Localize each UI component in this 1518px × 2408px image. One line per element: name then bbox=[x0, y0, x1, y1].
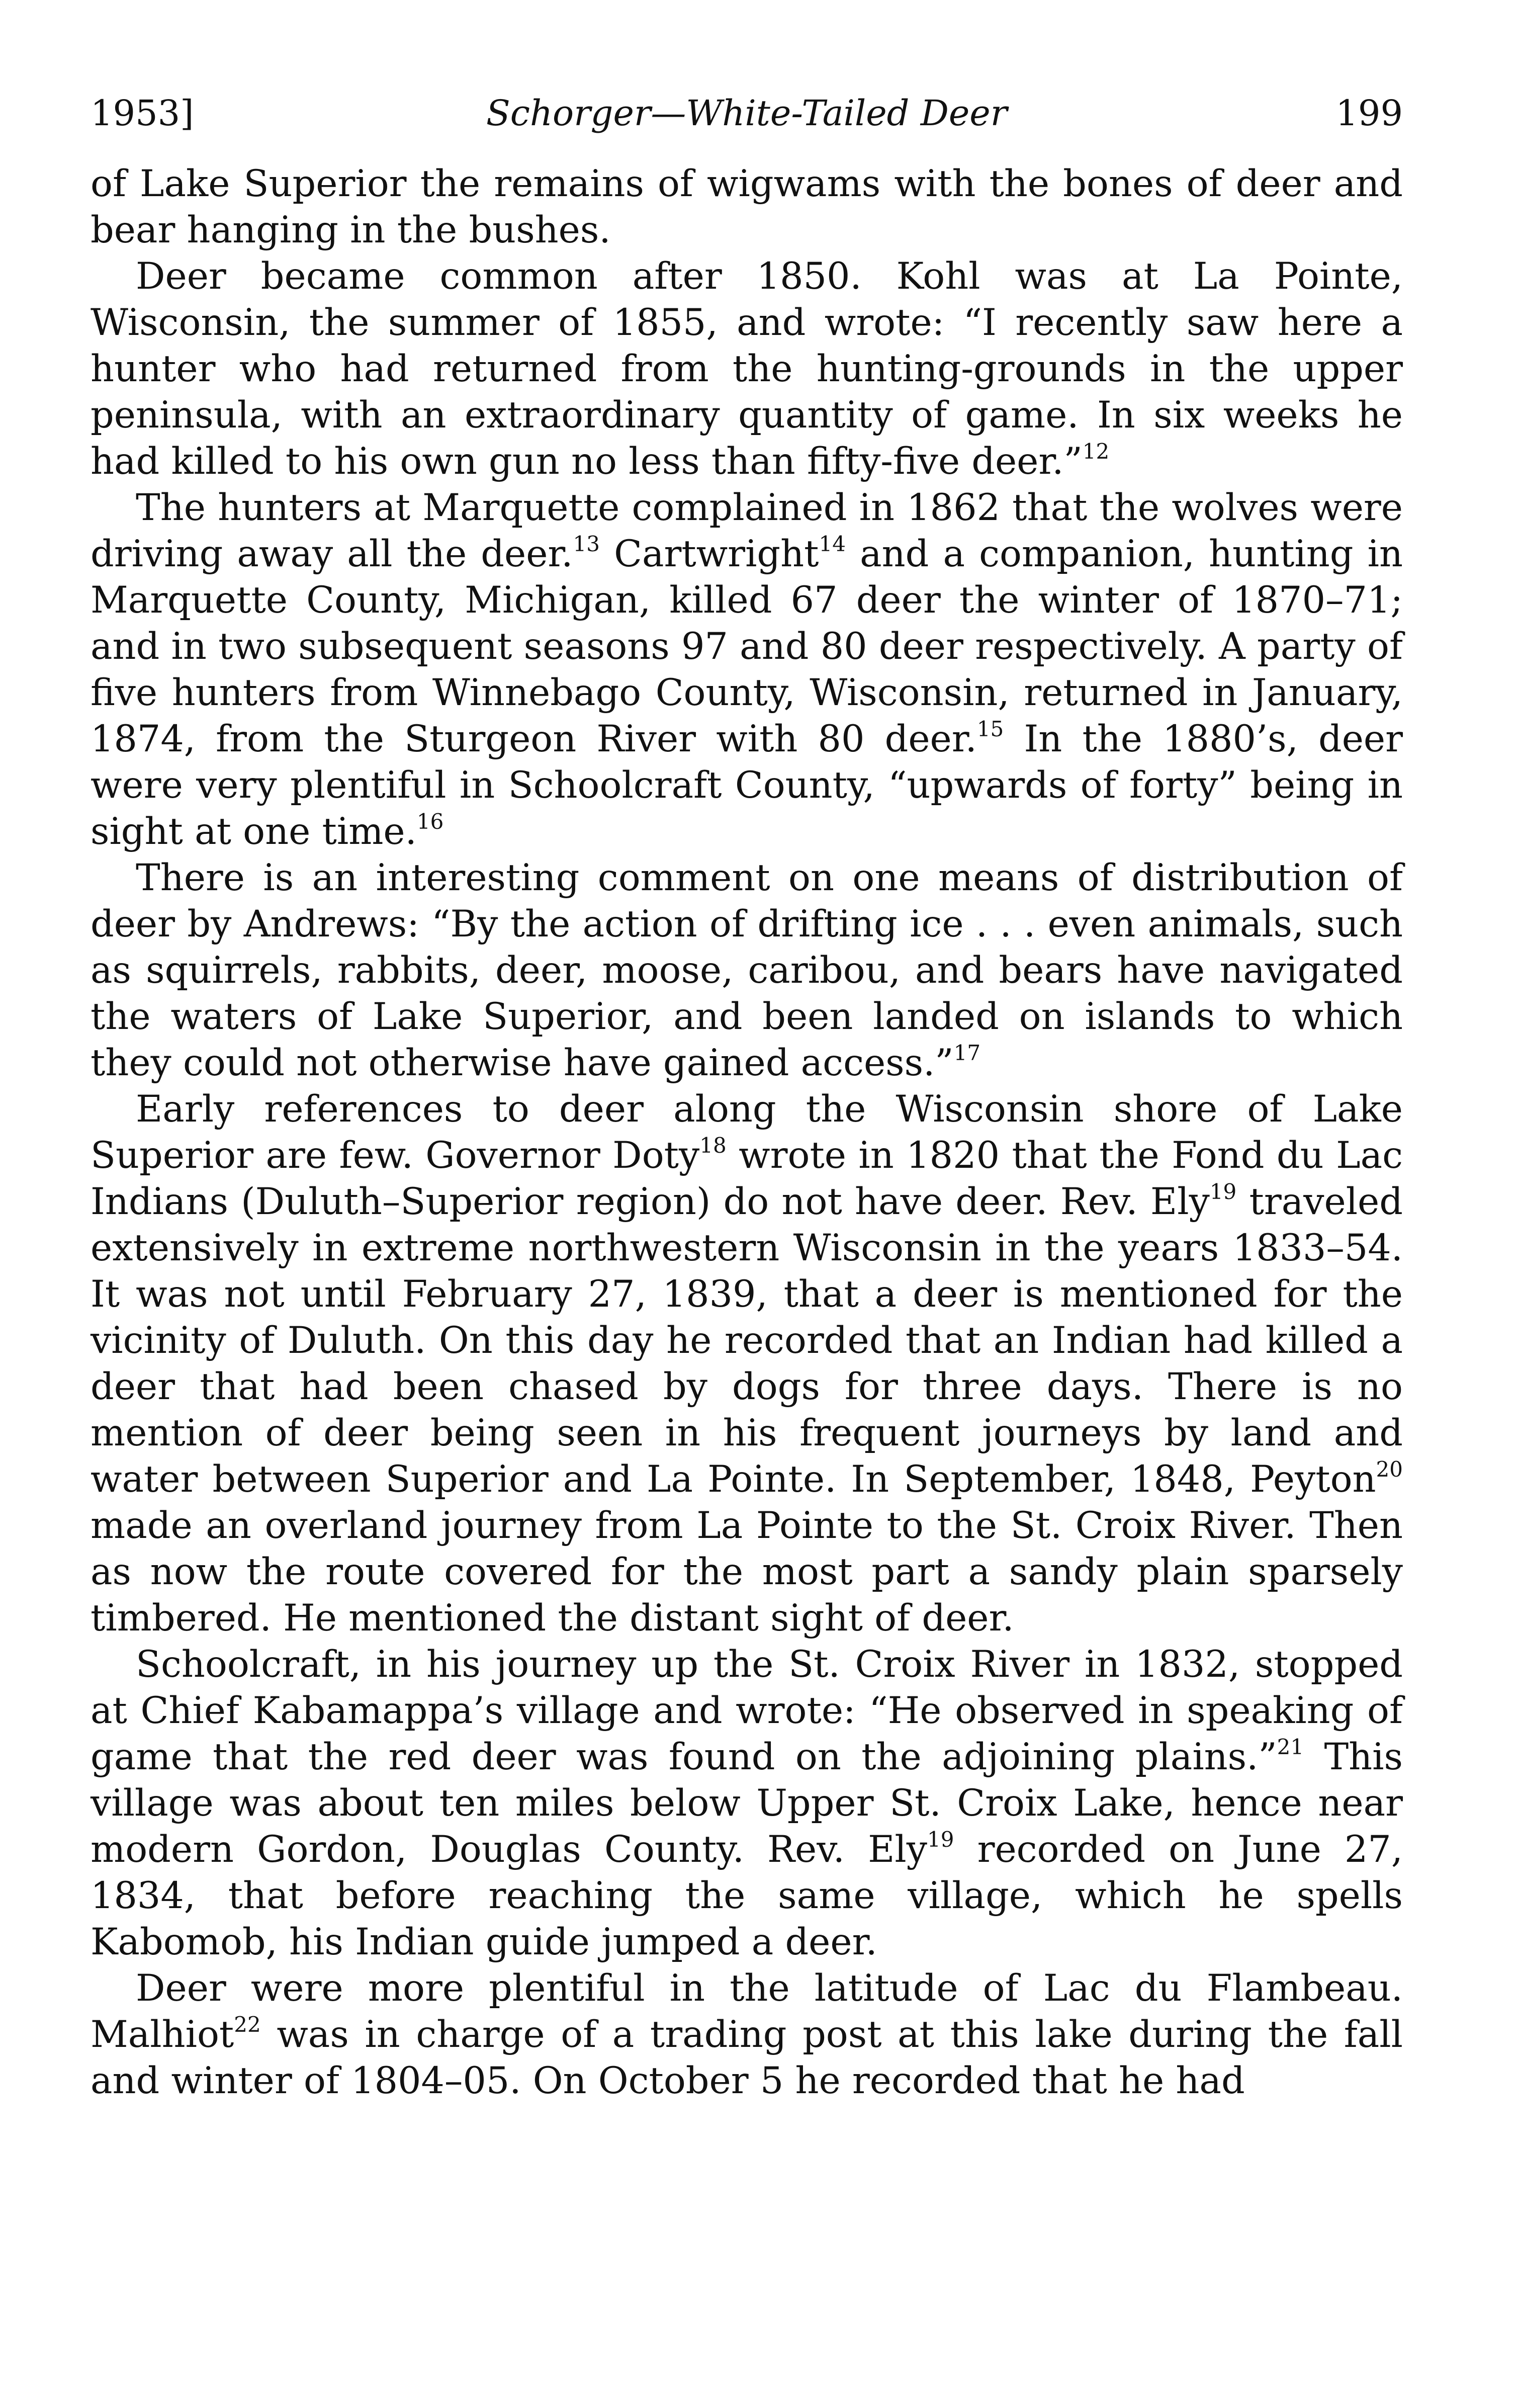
text: Deer became common after 1850. Kohl was at La Pointe, Wisconsin, the summer of 1855, and wrote: “I recently saw here a hunter who had returned from the hunting-grounds in the upper peninsula, with an extraordinary quantity of game. In six weeks he had killed to his own gun no less than fifty-five deer.” bbox=[91, 255, 1403, 483]
footnote-ref: 17 bbox=[953, 1041, 981, 1065]
paragraph-5 bbox=[91, 1086, 1403, 1642]
header-year: 1953] bbox=[91, 93, 194, 134]
header-page-number: 199 bbox=[1335, 93, 1403, 134]
page bbox=[91, 85, 1403, 2104]
text: In the 1880’s, deer were very plentiful in Schoolcraft County, “upwards of forty” being in sight at one time. bbox=[91, 718, 1403, 853]
paragraph-7 bbox=[91, 1965, 1403, 2104]
header-running-title: Schorger—White-Tailed Deer bbox=[486, 93, 1008, 134]
footnote-ref: 16 bbox=[416, 809, 444, 834]
text: was in charge of a trading post at this lake during the fall and winter of 1804–05. On October 5 he recorded that he had bbox=[91, 2013, 1403, 2102]
text: Early references to deer along the Wisconsin shore of Lake Superior are few. Governor Doty bbox=[91, 1088, 1403, 1177]
footnote-ref: 19 bbox=[927, 1827, 954, 1852]
text: traveled extensively in extreme northwestern Wisconsin in the years 1833–54. It was not until February 27, 1839, that a deer is mentioned for the vicinity of Duluth. On this day he recorded that an Indian had killed a deer that had been chased by dogs for three days. There is no mention of deer being seen in his frequent journeys by land and water between Superior and La Pointe. In September, 1848, Peyton bbox=[91, 1180, 1403, 1501]
text: Deer were more plentiful in the latitude of Lac du Flambeau. Malhiot bbox=[91, 1967, 1403, 2056]
paragraph-2 bbox=[91, 253, 1403, 485]
text: wrote in 1820 that the Fond du Lac Indians (Duluth–Superior region) do not have deer. Rev. Ely bbox=[91, 1134, 1403, 1223]
paragraph-1 bbox=[91, 161, 1403, 253]
text: There is an interesting comment on one means of distribution of deer by Andrews: “By the action of drifting ice . . . even animals, such as squirrels, rabbits, deer, moose, caribou, and bears have navigated the waters of Lake Superior, and been landed on islands to which they could not otherwise have gained access.” bbox=[91, 856, 1403, 1084]
body-text bbox=[91, 161, 1403, 2104]
text: of Lake Superior the remains of wigwams with the bones of deer and bear hanging in the bushes. bbox=[91, 162, 1403, 251]
footnote-ref: 19 bbox=[1209, 1179, 1237, 1204]
footnote-ref: 15 bbox=[976, 717, 1004, 741]
paragraph-3 bbox=[91, 485, 1403, 855]
text: Cartwright bbox=[599, 533, 819, 575]
running-header bbox=[91, 85, 1403, 141]
footnote-ref: 18 bbox=[699, 1133, 727, 1158]
text: This village was about ten miles below Upper St. Croix Lake, hence near modern Gordon, Douglas County. Rev. Ely bbox=[91, 1736, 1403, 1871]
footnote-ref: 22 bbox=[234, 2012, 261, 2037]
paragraph-6 bbox=[91, 1642, 1403, 1965]
footnote-ref: 12 bbox=[1082, 439, 1110, 464]
text: made an overland journey from La Pointe to the St. Croix River. Then as now the route covered for the most part a sandy plain sparsely timbered. He mentioned the distant sight of deer. bbox=[91, 1504, 1403, 1640]
paragraph-4 bbox=[91, 855, 1403, 1086]
footnote-ref: 21 bbox=[1277, 1735, 1304, 1759]
text: recorded on June 27, 1834, that before reaching the same village, which he spells Kabomob, his Indian guide jumped a deer. bbox=[91, 1828, 1403, 1963]
footnote-ref: 13 bbox=[573, 532, 600, 556]
footnote-ref: 20 bbox=[1376, 1457, 1403, 1482]
text: and a companion, hunting in Marquette County, Michigan, killed 67 deer the winter of 1870–71; and in two subsequent seasons 97 and 80 deer respectively. A party of five hunters from Winnebago County, Wisconsin, returned in January, 1874, from the Sturgeon River with 80 deer. bbox=[91, 533, 1403, 760]
text: Schoolcraft, in his journey up the St. Croix River in 1832, stopped at Chief Kabamappa’s village and wrote: “He observed in speaking of game that the red deer was found on the adjoining plains.” bbox=[91, 1643, 1403, 1778]
footnote-ref: 14 bbox=[819, 532, 846, 556]
text: The hunters at Marquette complained in 1862 that the wolves were driving away all the deer. bbox=[91, 486, 1403, 575]
